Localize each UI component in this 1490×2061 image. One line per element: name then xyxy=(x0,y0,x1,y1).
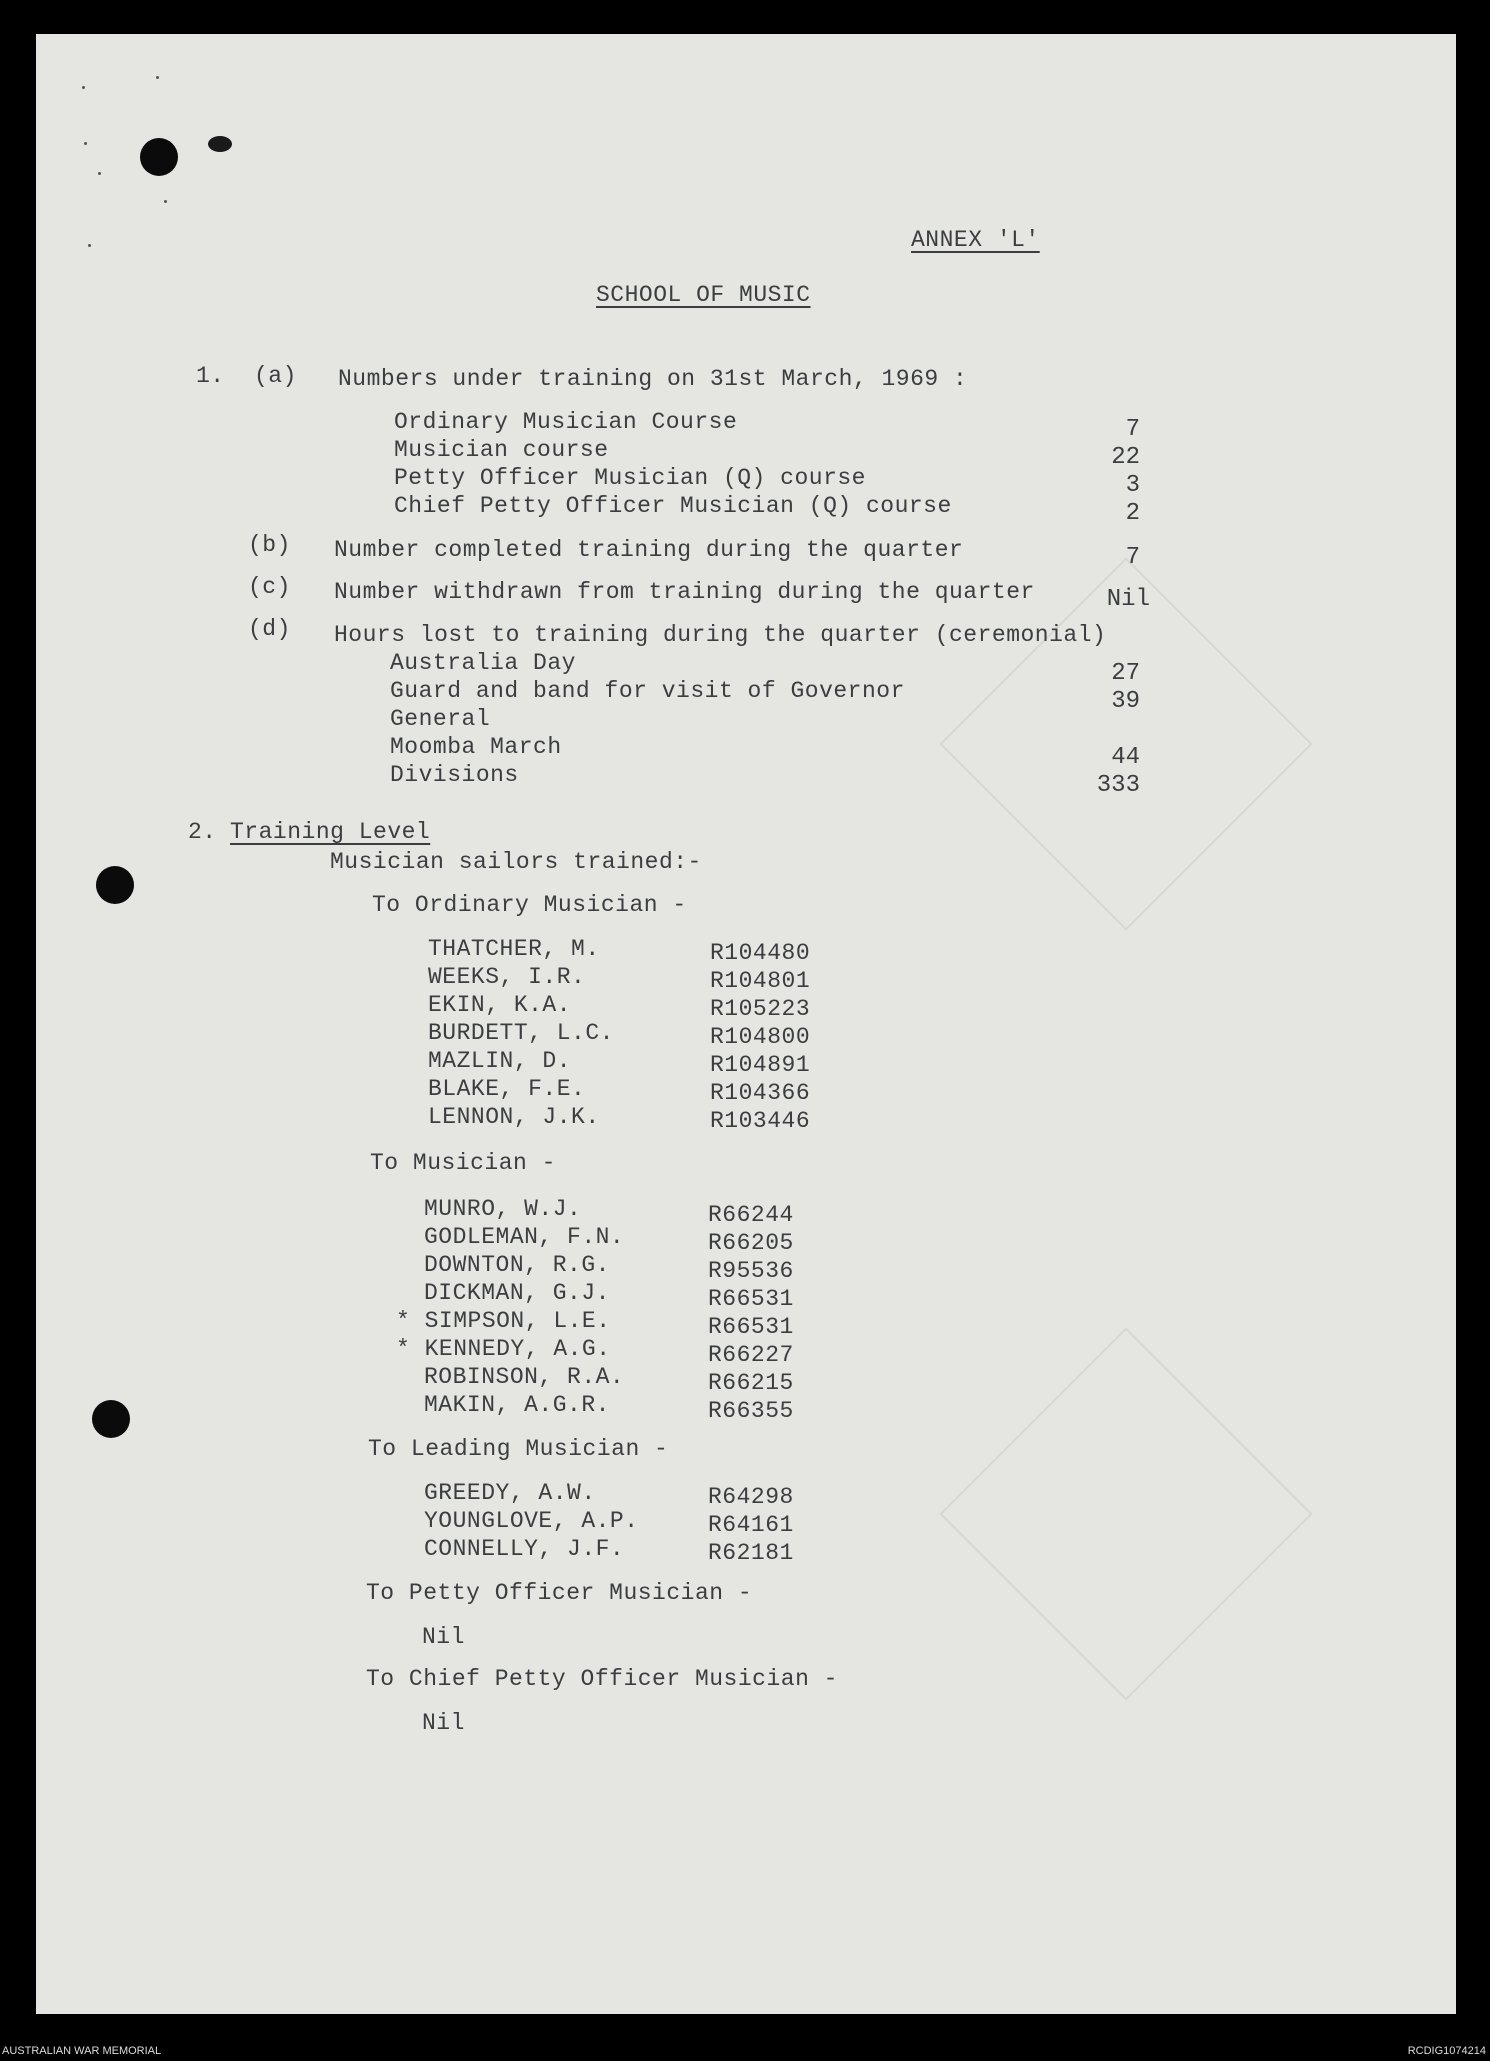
course-row-label: Musician course xyxy=(394,437,609,463)
person-number: R103446 xyxy=(710,1108,811,1134)
document-page xyxy=(36,34,1456,2014)
person-name: BURDETT, L.C. xyxy=(428,1020,614,1046)
person-number: R64161 xyxy=(708,1512,794,1538)
section-2-heading: Training Level xyxy=(230,819,431,845)
course-row-value: 7 xyxy=(1125,416,1140,443)
item-c-text: Number withdrawn from training during the quarter xyxy=(334,579,1035,605)
group-title: To Chief Petty Officer Musician - xyxy=(366,1666,838,1692)
ceremonial-row-value: 333 xyxy=(1096,772,1140,799)
person-name: DICKMAN, G.J. xyxy=(424,1280,610,1306)
person-number: R66215 xyxy=(708,1370,794,1396)
person-number: R66531 xyxy=(708,1314,794,1340)
person-name: ROBINSON, R.A. xyxy=(424,1364,625,1390)
person-name: CONNELLY, J.F. xyxy=(424,1536,625,1562)
paper-speck xyxy=(88,244,91,247)
paper-speck xyxy=(84,142,87,145)
person-number: R104366 xyxy=(710,1080,811,1106)
person-number: R105223 xyxy=(710,996,811,1022)
person-name: THATCHER, M. xyxy=(428,936,600,962)
punch-hole xyxy=(92,1400,130,1438)
person-name: GODLEMAN, F.N. xyxy=(424,1224,625,1250)
ceremonial-row-label: Australia Day xyxy=(390,650,576,676)
group-title: To Ordinary Musician - xyxy=(372,892,687,918)
person-number: R104801 xyxy=(710,968,811,994)
section-1-number: 1. xyxy=(196,363,225,389)
punch-hole xyxy=(140,138,178,176)
person-name: MAZLIN, D. xyxy=(428,1048,572,1074)
person-name: LENNON, J.K. xyxy=(428,1104,600,1130)
ceremonial-row-value: 44 xyxy=(1111,744,1140,771)
item-d-heading: Hours lost to training during the quarter (ceremonial) xyxy=(334,622,1107,648)
section-2-subheading: Musician sailors trained:- xyxy=(330,849,702,875)
person-number: R66244 xyxy=(708,1202,794,1228)
group-title: To Petty Officer Musician - xyxy=(366,1580,753,1606)
ceremonial-row-value: 39 xyxy=(1111,688,1140,715)
ceremonial-row-label: Divisions xyxy=(390,762,519,788)
paper-speck xyxy=(82,86,85,89)
person-name: * SIMPSON, L.E. xyxy=(396,1308,611,1334)
footer-id: RCDIG1074214 xyxy=(1407,2045,1486,2057)
ceremonial-row-value: 27 xyxy=(1111,660,1140,687)
punch-hole xyxy=(96,866,134,904)
course-row-value: 22 xyxy=(1111,444,1140,471)
course-row-label: Ordinary Musician Course xyxy=(394,409,738,435)
person-name: YOUNGLOVE, A.P. xyxy=(424,1508,639,1534)
item-b-label: (b) xyxy=(248,532,291,558)
course-row-value: 2 xyxy=(1125,500,1140,527)
item-a-label: (a) xyxy=(254,363,297,389)
person-number: R62181 xyxy=(708,1540,794,1566)
course-row-value: 3 xyxy=(1125,472,1140,499)
paper-speck xyxy=(208,136,232,152)
ceremonial-row-label: General xyxy=(390,706,491,732)
ceremonial-row-label: Guard and band for visit of Governor xyxy=(390,678,905,704)
person-name: WEEKS, I.R. xyxy=(428,964,586,990)
item-c-value: Nil xyxy=(1106,586,1150,613)
group-title: To Leading Musician - xyxy=(368,1436,669,1462)
person-name: EKIN, K.A. xyxy=(428,992,572,1018)
item-c-label: (c) xyxy=(248,574,291,600)
footer-credit: AUSTRALIAN WAR MEMORIAL xyxy=(2,2045,162,2057)
item-b-text: Number completed training during the quarter xyxy=(334,537,964,563)
annex-label: ANNEX 'L' xyxy=(911,227,1040,253)
person-number: R66355 xyxy=(708,1398,794,1424)
person-number: R104891 xyxy=(710,1052,811,1078)
person-name: MUNRO, W.J. xyxy=(424,1196,582,1222)
person-number: R66227 xyxy=(708,1342,794,1368)
embossed-watermark xyxy=(939,1327,1312,1700)
item-d-label: (d) xyxy=(248,616,291,642)
paper-speck xyxy=(156,76,159,79)
person-name: * KENNEDY, A.G. xyxy=(396,1336,611,1362)
person-name: GREEDY, A.W. xyxy=(424,1480,596,1506)
paper-speck xyxy=(164,200,167,203)
person-number: R104800 xyxy=(710,1024,811,1050)
person-number: R95536 xyxy=(708,1258,794,1284)
paper-speck xyxy=(98,172,101,175)
group-none: Nil xyxy=(422,1710,465,1736)
person-name: MAKIN, A.G.R. xyxy=(424,1392,610,1418)
document-title: SCHOOL OF MUSIC xyxy=(596,282,811,308)
ceremonial-row-label: Moomba March xyxy=(390,734,562,760)
item-b-value: 7 xyxy=(1125,544,1140,571)
person-name: DOWNTON, R.G. xyxy=(424,1252,610,1278)
person-name: BLAKE, F.E. xyxy=(428,1076,586,1102)
section-2-number: 2. xyxy=(188,819,217,845)
group-none: Nil xyxy=(422,1624,465,1650)
course-row-label: Chief Petty Officer Musician (Q) course xyxy=(394,493,952,519)
person-number: R66531 xyxy=(708,1286,794,1312)
group-title: To Musician - xyxy=(370,1150,556,1176)
item-a-heading: Numbers under training on 31st March, 1969 : xyxy=(338,366,968,392)
person-number: R66205 xyxy=(708,1230,794,1256)
person-number: R64298 xyxy=(708,1484,794,1510)
course-row-label: Petty Officer Musician (Q) course xyxy=(394,465,866,491)
person-number: R104480 xyxy=(710,940,811,966)
